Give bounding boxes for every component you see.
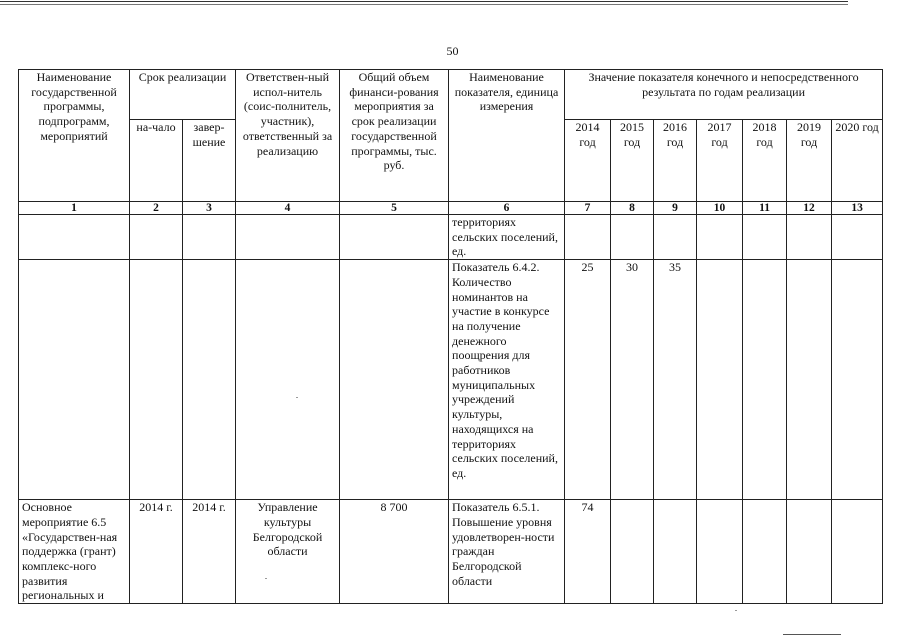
header-year-2015: 2015 год [611,120,654,202]
header-year-2019: 2019 год [787,120,832,202]
indicator-cell: территориях сельских поселений, ед. [449,215,565,260]
financing-cell [340,260,449,500]
scan-edge-line [0,1,848,2]
value-2016-cell: 35 [654,260,697,500]
value-2018-cell [743,215,787,260]
value-2018-cell [743,260,787,500]
value-2019-cell [787,500,832,604]
value-2020-cell [832,215,883,260]
scan-speck [735,610,737,611]
column-number: 10 [697,202,743,215]
value-2017-cell [697,260,743,500]
value-2019-cell [787,215,832,260]
header-values-by-year: Значение показателя конечного и непосредственного результата по годам реализации [565,70,883,120]
indicator-cell: Показатель 6.5.1. Повышение уровня удовлетворен-ности граждан Белгородской области [449,500,565,604]
column-number: 8 [611,202,654,215]
header-start: на-чало [130,120,183,202]
column-number: 13 [832,202,883,215]
column-number: 1 [19,202,130,215]
indicator-cell: Показатель 6.4.2. Количество номинантов на участие в конкурсе на получение денежного поощрения для работников муниципальных учреждений культуры, находящихся на территориях сельских поселений, ед. [449,260,565,500]
page-number: 50 [446,44,459,58]
value-2017-cell [697,500,743,604]
header-program-name: Наименование государственной программы, подпрограмм, мероприятий [19,70,130,202]
header-term: Срок реализации [130,70,236,120]
header-row-top [19,70,883,120]
column-number: 5 [340,202,449,215]
start-cell: 2014 г. [130,500,183,604]
header-responsible: Ответствен-ный испол-нитель (соис-полнитель, участник), ответственный за реализацию [236,70,340,202]
scan-speck [296,397,298,398]
column-number: 11 [743,202,787,215]
column-number-row [19,202,883,215]
responsible-cell [236,215,340,260]
column-number: 7 [565,202,611,215]
column-number: 12 [787,202,832,215]
value-2014-cell: 74 [565,500,611,604]
value-2017-cell [697,215,743,260]
header-year-2020: 2020 год [832,120,883,202]
value-2016-cell [654,215,697,260]
financing-cell: 8 700 [340,500,449,604]
value-2015-cell [611,500,654,604]
value-2016-cell [654,500,697,604]
value-2018-cell [743,500,787,604]
end-cell: 2014 г. [183,500,236,604]
column-number: 3 [183,202,236,215]
program-name-cell: Основное мероприятие 6.5 «Государствен-ная поддержка (грант) комплекс-ного развития региональных и [19,500,130,604]
value-2014-cell [565,215,611,260]
header-end: завер-шение [183,120,236,202]
financing-cell [340,215,449,260]
table-row [19,215,883,260]
column-number: 9 [654,202,697,215]
value-2020-cell [832,500,883,604]
table-row [19,260,883,500]
header-year-2014: 2014 год [565,120,611,202]
end-cell [183,215,236,260]
start-cell [130,260,183,500]
header-financing: Общий объем финанси-рования мероприятия за срок реализации государственной программы, тыс. руб. [340,70,449,202]
table-row [19,500,883,604]
column-number: 6 [449,202,565,215]
header-year-2018: 2018 год [743,120,787,202]
scan-edge [0,0,905,8]
value-2014-cell: 25 [565,260,611,500]
value-2015-cell [611,215,654,260]
start-cell [130,215,183,260]
scan-speck [265,578,267,579]
header-year-2017: 2017 год [697,120,743,202]
indicator-table [18,69,883,604]
value-2020-cell [832,260,883,500]
value-2015-cell: 30 [611,260,654,500]
program-name-cell [19,260,130,500]
header-year-2016: 2016 год [654,120,697,202]
footer-line [783,634,841,635]
value-2019-cell [787,260,832,500]
responsible-cell: Управление культуры Белгородской области [236,500,340,604]
column-number: 4 [236,202,340,215]
responsible-cell [236,260,340,500]
end-cell [183,260,236,500]
scan-edge-line [0,4,848,5]
header-indicator: Наименование показателя, единица измерения [449,70,565,202]
program-name-cell [19,215,130,260]
column-number: 2 [130,202,183,215]
